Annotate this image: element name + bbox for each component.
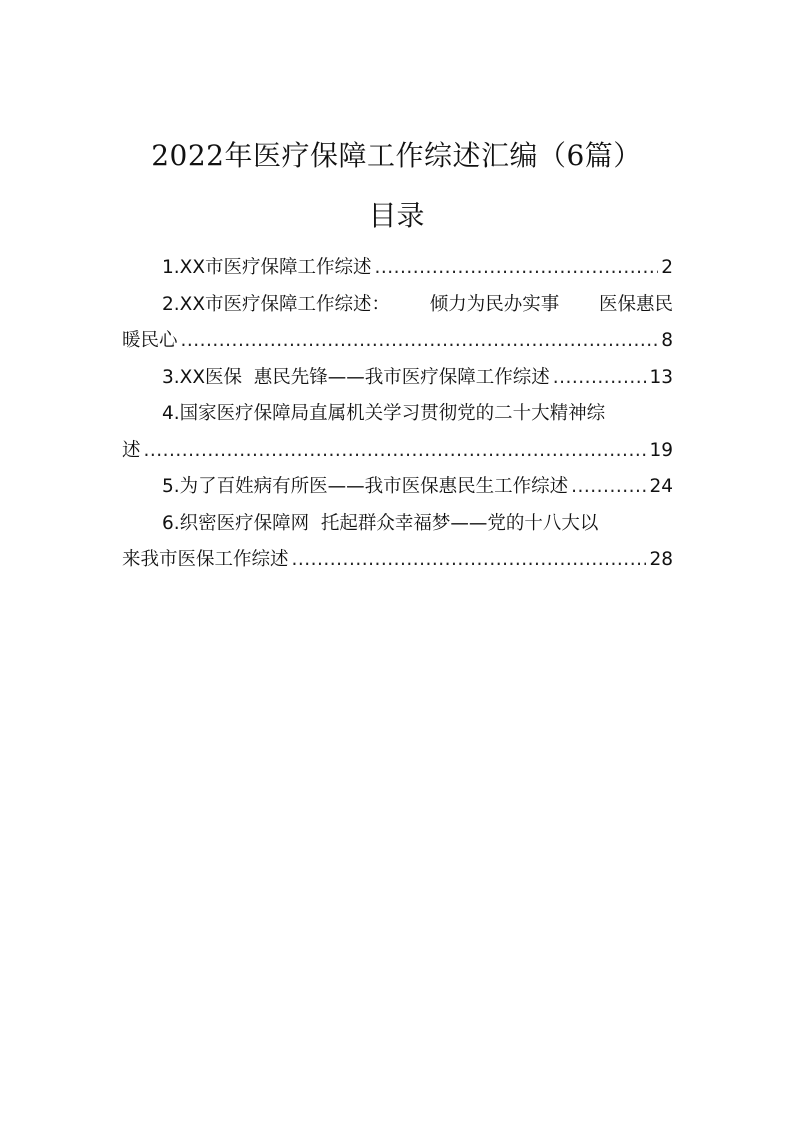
dot-leader (144, 433, 647, 470)
toc-entry[interactable] (122, 506, 673, 579)
toc-entry-title: 2.XX市医疗保障工作综述： (162, 293, 390, 315)
document-title: 2022年医疗保障工作综述汇编（6篇） (151, 139, 642, 172)
toc-entry[interactable] (122, 360, 673, 397)
toc-entry[interactable] (122, 250, 673, 287)
toc-entry-title: 暖民心 (122, 330, 178, 351)
toc-entry-title: 3.XX医保 惠民先锋——我市医疗保障工作综述 (162, 366, 550, 388)
toc-entry-page: 8 (661, 330, 673, 351)
dot-leader (375, 250, 659, 287)
toc-entry-page: 2 (661, 257, 673, 278)
toc-entry-page: 19 (649, 439, 673, 461)
toc-entry-title: 1.XX市医疗保障工作综述 (162, 257, 372, 278)
dot-leader (292, 542, 647, 579)
toc-heading: 目录 (368, 199, 425, 232)
toc-entry-title: 述 (122, 439, 141, 461)
toc-entry-page: 24 (649, 476, 673, 497)
toc-entry-title: 倾力为民办实事 (429, 293, 560, 315)
toc-entry-page: 28 (649, 549, 673, 570)
toc-entry-title: 4.国家医疗保障局直属机关学习贯彻党的二十大精神综 (162, 403, 606, 424)
table-of-contents (122, 250, 673, 579)
dot-leader (553, 360, 647, 397)
dot-leader (571, 469, 646, 506)
toc-entry-title: 6.织密医疗保障网 托起群众幸福梦——党的十八大以 (162, 512, 599, 534)
toc-entry-title: 来我市医保工作综述 (122, 549, 289, 570)
toc-entry-title: 医保惠民 (598, 293, 673, 315)
toc-entry[interactable] (122, 469, 673, 506)
toc-entry[interactable] (122, 396, 673, 469)
toc-entry-page: 13 (649, 366, 673, 388)
toc-entry[interactable] (122, 287, 673, 360)
dot-leader (181, 323, 659, 360)
toc-entry-title: 5.为了百姓病有所医——我市医保惠民生工作综述 (162, 476, 569, 497)
